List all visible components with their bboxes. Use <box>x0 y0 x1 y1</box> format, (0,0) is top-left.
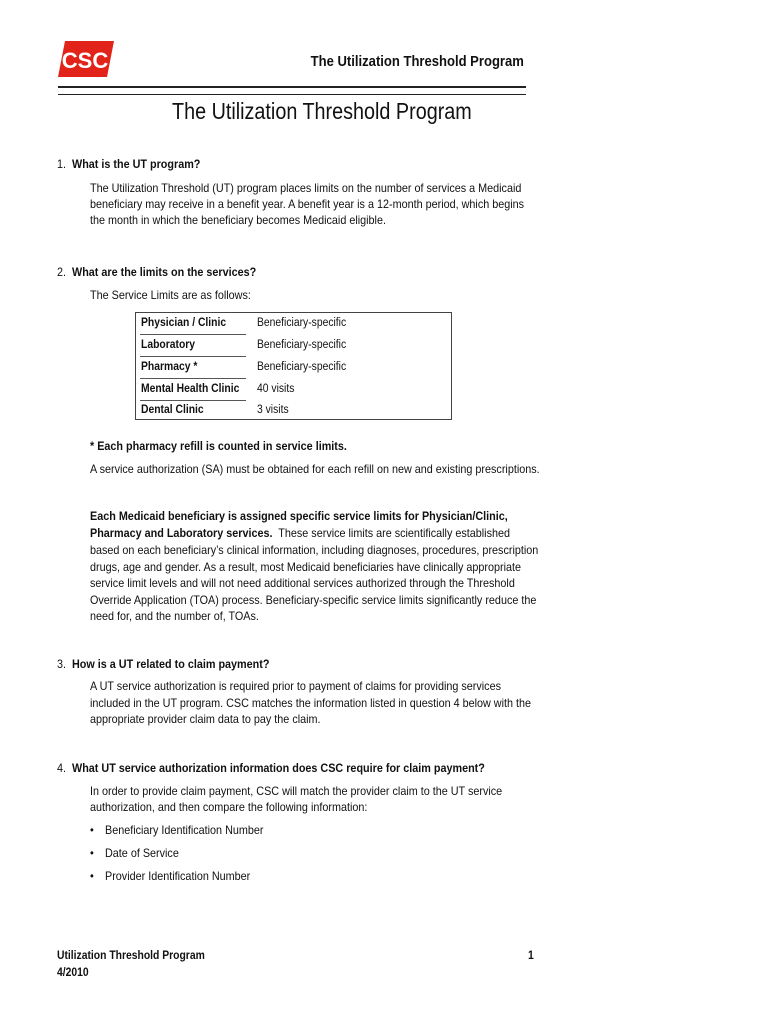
table-row-value: Beneficiary-specific <box>257 339 347 351</box>
bullet-item: Date of Service <box>105 846 179 860</box>
beneficiary-paragraph-line: service limit levels and will not need additional services authorized through the Threshold <box>90 576 515 590</box>
section-3-number: 3. <box>57 657 67 671</box>
section-1-line: the month in which the beneficiary becomes Medicaid eligible. <box>90 213 386 227</box>
section-4-line: authorization, and then compare the following information: <box>90 800 368 814</box>
beneficiary-paragraph-line: need for, and the number of, TOAs. <box>90 609 259 623</box>
table-row-value: 40 visits <box>257 383 295 395</box>
section-4-number: 4. <box>57 761 67 775</box>
table-row-label: Laboratory <box>141 339 196 351</box>
section-1-question: What is the UT program? <box>72 157 201 171</box>
beneficiary-paragraph-line: drugs, age and gender. As a result, most Medicaid beneficiaries have clinically appropriate <box>90 560 522 574</box>
section-4-line: In order to provide claim payment, CSC will match the provider claim to the UT service <box>90 784 503 798</box>
table-row-value: Beneficiary-specific <box>257 317 347 329</box>
beneficiary-paragraph-bold: Each Medicaid beneficiary is assigned specific service limits for Physician/Clinic, <box>90 509 508 523</box>
section-2-question: What are the limits on the services? <box>72 265 257 279</box>
service-limits-table <box>135 312 452 420</box>
table-row-divider <box>140 378 246 379</box>
bullet-icon: • <box>90 823 94 837</box>
section-2-intro: The Service Limits are as follows: <box>90 288 251 302</box>
table-row-label: Mental Health Clinic <box>141 383 240 395</box>
table-row-value: 3 visits <box>257 404 289 416</box>
bullet-icon: • <box>90 869 94 883</box>
section-2-number: 2. <box>57 265 67 279</box>
page-number: 1 <box>528 950 534 962</box>
table-row-value: Beneficiary-specific <box>257 361 347 373</box>
table-row-divider <box>140 334 246 335</box>
header-divider <box>58 86 526 95</box>
section-3-line: appropriate provider claim data to pay the claim. <box>90 712 321 726</box>
bullet-item: Provider Identification Number <box>105 869 251 883</box>
svg-text:CSC: CSC <box>61 48 109 73</box>
section-3-line: A UT service authorization is required prior to payment of claims for providing services <box>90 679 501 693</box>
table-row-label: Pharmacy * <box>141 361 198 373</box>
table-row-divider <box>140 356 246 357</box>
beneficiary-paragraph-line: based on each beneficiary’s clinical information, including diagnoses, procedures, prescription <box>90 543 539 557</box>
beneficiary-paragraph-bold-span: Pharmacy and Laboratory services. <box>90 526 273 540</box>
table-row-label: Dental Clinic <box>141 404 204 416</box>
beneficiary-paragraph-line <box>90 525 510 542</box>
document-title: The Utilization Threshold Program <box>172 98 472 124</box>
table-row-divider <box>140 400 246 401</box>
section-3-line: included in the UT program. CSC matches the information listed in question 4 below with the <box>90 696 532 710</box>
header-title: The Utilization Threshold Program <box>310 54 524 70</box>
bullet-icon: • <box>90 846 94 860</box>
section-1-line: beneficiary may receive in a benefit year. A benefit year is a 12-month period, which begins <box>90 197 525 211</box>
section-1-line: The Utilization Threshold (UT) program places limits on the number of services a Medicaid <box>90 181 522 195</box>
section-3-question: How is a UT related to claim payment? <box>72 657 270 671</box>
beneficiary-paragraph-rest: These service limits are scientifically established <box>272 526 510 540</box>
table-row-label: Physician / Clinic <box>141 317 227 329</box>
footer-date: 4/2010 <box>57 967 89 979</box>
bullet-item: Beneficiary Identification Number <box>105 823 264 837</box>
section-1-number: 1. <box>57 157 67 171</box>
beneficiary-paragraph-line: Override Application (TOA) process. Beneficiary-specific service limits significantly reduce the <box>90 593 537 607</box>
section-4-question: What UT service authorization information does CSC require for claim payment? <box>72 761 485 775</box>
service-authorization-note: A service authorization (SA) must be obtained for each refill on new and existing prescriptions. <box>90 462 540 476</box>
csc-logo <box>58 41 114 77</box>
footer-title: Utilization Threshold Program <box>57 950 205 962</box>
pharmacy-note: * Each pharmacy refill is counted in service limits. <box>90 439 347 453</box>
